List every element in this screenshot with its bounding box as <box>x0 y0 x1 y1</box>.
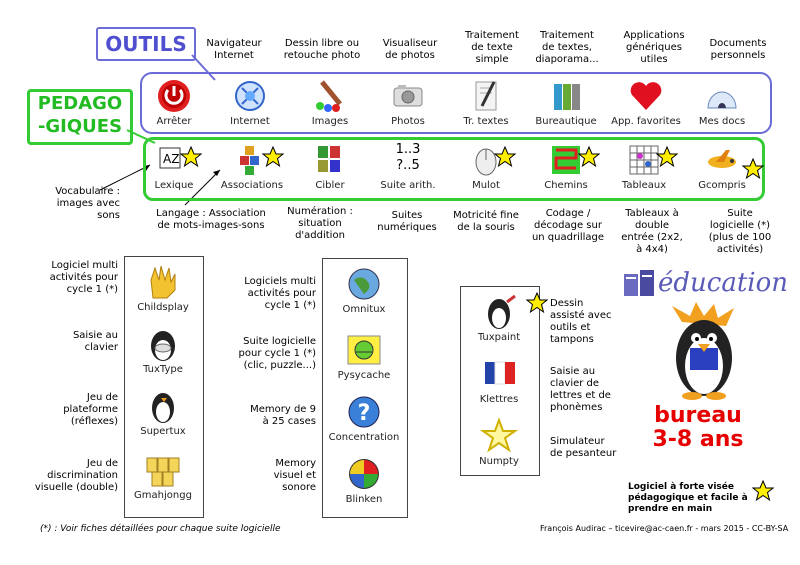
tux-mascot-icon <box>662 302 746 402</box>
app-bureautique[interactable] <box>528 78 604 128</box>
star-icon <box>262 146 284 168</box>
desc-line: sonore <box>282 482 316 493</box>
star-outline-icon <box>477 416 521 456</box>
app-label: Lexique <box>154 180 194 191</box>
flag-icon <box>477 354 521 394</box>
desc-line: activités pour <box>49 272 118 283</box>
app-label: Images <box>311 116 349 127</box>
office-icon <box>546 78 586 114</box>
desc-line: Traitement <box>540 30 594 41</box>
app-label: Mes docs <box>698 116 746 127</box>
app-label: Pysycache <box>337 370 391 381</box>
app-childsplay[interactable] <box>122 262 204 314</box>
app-klettres[interactable] <box>458 354 540 406</box>
outils-tag: OUTILS <box>96 27 196 61</box>
desc-line: Saisie au <box>550 366 596 377</box>
desc-line: lettres et de <box>550 390 611 401</box>
app-label: Photos <box>391 116 425 127</box>
penguin-icon <box>477 292 521 332</box>
desc-tableaux <box>612 208 692 256</box>
desc-line: activités pour <box>247 288 316 299</box>
desc-vocab <box>30 186 120 222</box>
paintbrush-icon <box>310 78 350 114</box>
desc-line: Suite <box>727 208 753 219</box>
desc-line: sons <box>97 210 120 221</box>
peda-line1: PEDAGO <box>37 93 123 114</box>
desc-line: Applications <box>623 30 685 41</box>
globe-icon <box>342 264 386 304</box>
app-mes-docs[interactable] <box>684 78 760 128</box>
desc-suite-log <box>700 208 780 256</box>
penguin-icon <box>141 386 185 426</box>
desc-traitement-textes <box>530 30 604 66</box>
app-label: Internet <box>230 116 270 127</box>
app-label: Suite arith. <box>380 180 436 191</box>
ages-line: 3-8 ans <box>652 427 744 452</box>
app-label: Arrêter <box>156 116 192 127</box>
desc-line: tampons <box>550 334 594 345</box>
education-logo-icon <box>622 266 656 300</box>
p1-desc-3 <box>28 458 118 494</box>
desc-line: Suites <box>391 210 423 221</box>
desc-traitement-texte <box>455 30 529 66</box>
legend-text <box>628 482 750 515</box>
desc-line: Jeu de <box>86 458 118 469</box>
blinken-icon <box>342 454 386 494</box>
footer-note: (*) : Voir fiches détaillées pour chaque suite logicielle <box>40 524 281 534</box>
desc-line: de photos <box>385 50 435 61</box>
desc-numeration <box>280 206 360 242</box>
pen-paper-icon <box>466 78 506 114</box>
app-label: Numpty <box>479 456 519 467</box>
legend-line: Logiciel à forte visée <box>628 482 734 492</box>
desc-line: Internet <box>214 50 254 61</box>
desc-line: de mots-images-sons <box>157 220 265 231</box>
desc-visualiseur <box>372 38 448 62</box>
app-internet[interactable] <box>212 78 288 128</box>
suite-arith-icon <box>388 142 428 178</box>
desc-line: personnels <box>710 50 766 61</box>
desc-line: Vocabulaire : <box>55 186 120 197</box>
desc-line: Langage : Association <box>156 208 266 219</box>
app-numpty[interactable] <box>458 416 540 468</box>
app-label: Concentration <box>328 432 400 443</box>
star-icon <box>752 480 774 502</box>
desc-line: Memory de 9 <box>250 404 316 415</box>
igloo-icon <box>702 78 742 114</box>
desc-line: Saisie au <box>72 330 118 341</box>
app-arreter[interactable] <box>136 78 212 128</box>
app-label: Associations <box>220 180 284 191</box>
desc-line: décodage sur <box>534 220 602 231</box>
desc-dessin <box>276 38 368 62</box>
desc-line: double <box>634 220 670 231</box>
bureau-title <box>628 404 768 452</box>
desc-motricite <box>446 210 526 234</box>
p3-desc-0 <box>550 298 630 346</box>
app-label: Cibler <box>315 180 345 191</box>
desc-line: Logiciels multi <box>244 276 316 287</box>
desc-line: simple <box>475 54 509 65</box>
app-tr-textes[interactable] <box>448 78 524 128</box>
p2-desc-2 <box>232 404 316 428</box>
p1-desc-1 <box>36 330 118 354</box>
desc-line: Memory <box>275 458 316 469</box>
desc-codage <box>528 208 608 244</box>
desc-line: clavier <box>84 342 118 353</box>
app-tuxpaint[interactable] <box>458 292 540 344</box>
tiles-icon <box>141 450 185 490</box>
desc-line: logicielle (*) <box>709 220 771 231</box>
footer-credits: François Audirac – ticevire@ac-caen.fr - mars 2015 - CC-BY-SA <box>540 524 789 533</box>
svg-text:AZ: AZ <box>163 152 180 166</box>
desc-line: Visualiseur <box>382 38 438 49</box>
desc-line: numériques <box>377 222 437 233</box>
suite-glyph-top: 1..3 <box>395 142 421 157</box>
desc-line: Suite logicielle <box>243 336 316 347</box>
app-gmahjongg[interactable] <box>122 450 204 502</box>
education-brand: éducation <box>658 268 788 298</box>
legend-line: prendre en main <box>628 504 713 514</box>
desc-line: à 4x4) <box>636 244 668 255</box>
p3-desc-1 <box>550 366 630 414</box>
pysycache-icon <box>342 330 386 370</box>
app-pysycache[interactable] <box>323 330 405 382</box>
app-label: Supertux <box>140 426 186 437</box>
camera-icon <box>388 78 428 114</box>
desc-line: (clic, puzzle...) <box>243 360 316 371</box>
p1-desc-2 <box>36 392 118 428</box>
desc-line: de pesanteur <box>550 448 617 459</box>
p1-desc-0 <box>36 260 118 296</box>
app-label: Chemins <box>544 180 588 191</box>
app-suite-arith[interactable] <box>370 142 446 192</box>
desc-line: Numération : <box>287 206 353 217</box>
desc-line: (plus de 100 <box>708 232 772 243</box>
desc-line: retouche photo <box>283 50 361 61</box>
desc-line: plateforme <box>63 404 118 415</box>
penguin-icon <box>141 324 185 364</box>
app-omnitux[interactable] <box>323 264 405 316</box>
app-label: Omnitux <box>342 304 386 315</box>
app-label: Mulot <box>472 180 500 191</box>
desc-line: entrée (2x2, <box>621 232 683 243</box>
app-label: Tableaux <box>621 180 667 191</box>
cibler-icon <box>310 142 350 178</box>
power-icon <box>154 78 194 114</box>
desc-line: (réflexes) <box>70 416 118 427</box>
app-label: Bureautique <box>535 116 597 127</box>
svg-text:?: ? <box>357 401 371 426</box>
desc-line: Tableaux à <box>625 208 679 219</box>
desc-line: Dessin <box>550 298 584 309</box>
desc-line: outils et <box>550 322 591 333</box>
app-tuxtype[interactable] <box>122 324 204 376</box>
app-label: Childsplay <box>137 302 189 313</box>
star-icon <box>742 158 764 180</box>
desc-line: Documents <box>709 38 767 49</box>
desc-line: visuel et <box>273 470 316 481</box>
desc-line: visuelle (double) <box>34 482 118 493</box>
desc-line: phonèmes <box>550 402 603 413</box>
desc-line: images avec <box>56 198 120 209</box>
help-icon <box>342 392 386 432</box>
desc-line: Motricité fine <box>453 210 519 221</box>
app-images[interactable] <box>292 78 368 128</box>
desc-langage <box>145 208 277 232</box>
desc-documents <box>700 38 776 62</box>
app-label: App. favorites <box>611 116 681 127</box>
hand-icon <box>141 262 185 302</box>
desc-line: assisté avec <box>550 310 612 321</box>
suite-glyph-bottom: ?..5 <box>396 158 420 173</box>
desc-line: Traitement <box>465 30 519 41</box>
desc-line: de texte <box>471 42 513 53</box>
star-icon <box>494 146 516 168</box>
star-icon <box>180 146 202 168</box>
desc-line: cycle 1 (*) <box>264 300 316 311</box>
app-blinken[interactable] <box>323 454 405 506</box>
heart-icon <box>626 78 666 114</box>
legend-line: pédagogique et facile à <box>628 493 748 503</box>
p2-desc-0 <box>232 276 316 312</box>
desc-navigateur <box>192 38 276 62</box>
app-label: TuxType <box>143 364 183 375</box>
app-concentration[interactable] <box>323 392 405 444</box>
app-label: Blinken <box>345 494 383 505</box>
app-supertux[interactable] <box>122 386 204 438</box>
app-label: Tr. textes <box>463 116 509 127</box>
desc-line: d'addition <box>295 230 345 241</box>
star-icon <box>656 146 678 168</box>
peda-line2: -GIQUES <box>37 116 123 137</box>
star-icon <box>578 146 600 168</box>
desc-line: Logiciel multi <box>51 260 118 271</box>
desc-line: diaporama... <box>535 54 599 65</box>
desc-line: Simulateur <box>550 436 605 447</box>
desc-line: Navigateur <box>206 38 262 49</box>
app-cibler[interactable] <box>292 142 368 192</box>
desc-line: activités) <box>716 244 764 255</box>
desc-line: Codage / <box>545 208 591 219</box>
airplane-icon <box>702 142 742 178</box>
desc-line: cycle 1 (*) <box>66 284 118 295</box>
desc-line: Dessin libre ou <box>284 38 360 49</box>
desc-line: clavier de <box>550 378 600 389</box>
p3-desc-2 <box>550 436 630 460</box>
desc-line: à 25 cases <box>262 416 316 427</box>
desc-applications <box>614 30 694 66</box>
app-label: Tuxpaint <box>477 332 521 343</box>
bureau-line: bureau <box>654 403 742 428</box>
desc-suites <box>372 210 442 234</box>
desc-line: un quadrillage <box>531 232 605 243</box>
app-label: Klettres <box>479 394 519 405</box>
app-label: Gcompris <box>698 180 746 191</box>
p2-desc-3 <box>232 458 316 494</box>
desc-line: discrimination <box>47 470 118 481</box>
desc-line: de textes, <box>542 42 592 53</box>
desc-line: utiles <box>640 54 668 65</box>
globe-icon <box>230 78 270 114</box>
p2-desc-1 <box>222 336 316 372</box>
desc-line: situation <box>298 218 342 229</box>
app-favorites[interactable] <box>608 78 684 128</box>
desc-line: génériques <box>626 42 682 53</box>
app-photos[interactable] <box>370 78 446 128</box>
desc-line: Jeu de <box>86 392 118 403</box>
app-label: Gmahjongg <box>134 490 192 501</box>
desc-line: de la souris <box>457 222 515 233</box>
desc-line: pour cycle 1 (*) <box>238 348 316 359</box>
